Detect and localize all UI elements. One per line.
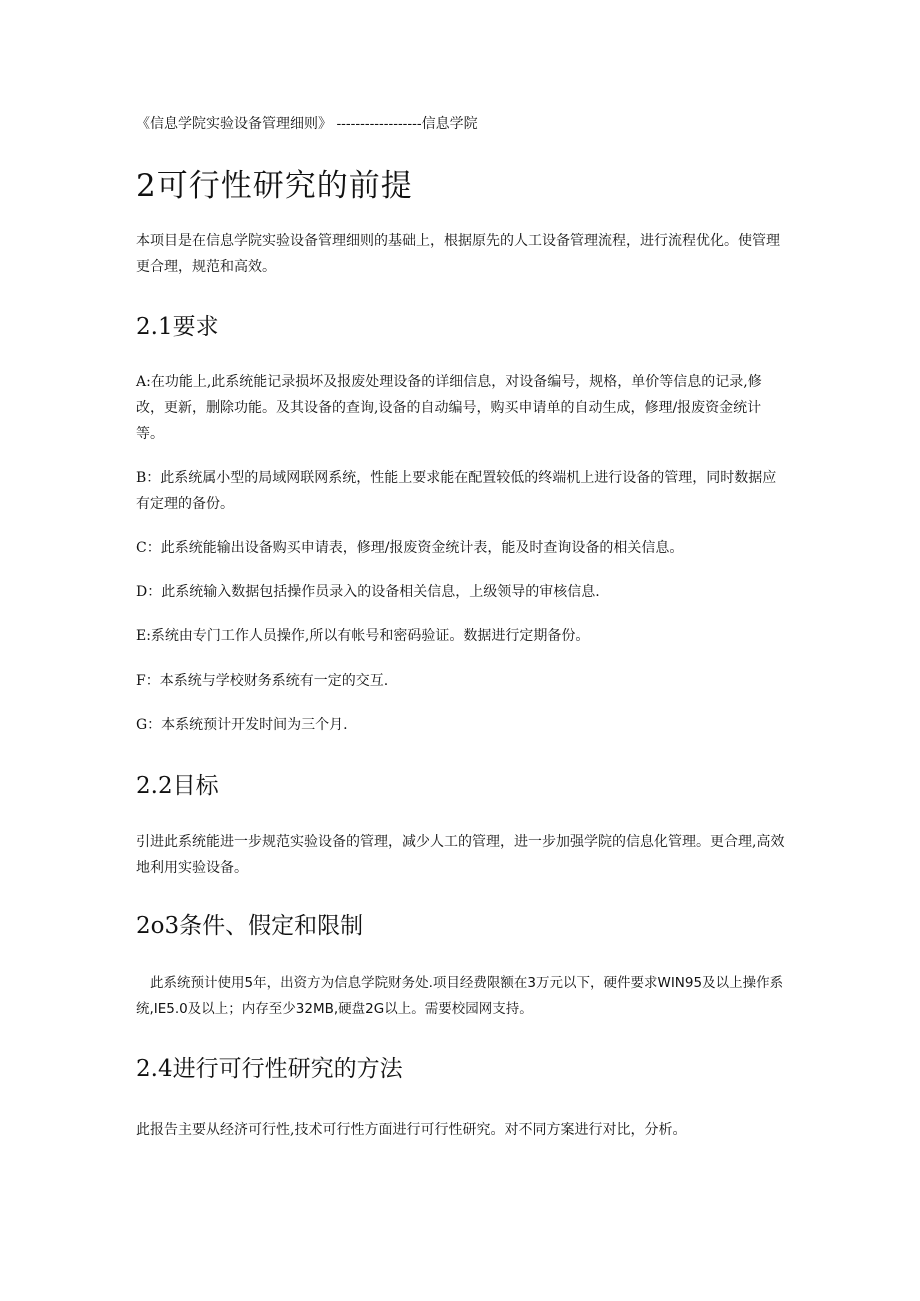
section-2-2-body: 引进此系统能进一步规范实验设备的管理，减少人工的管理，进一步加强学院的信息化管理。更合理,高效地利用实验设备。 xyxy=(136,834,785,876)
requirement-item-d: D：此系统输入数据包括操作员录入的设备相关信息，上级领导的审核信息. xyxy=(136,584,600,600)
requirement-item-c: C：此系统能输出设备购买申请表，修理/报废资金统计表，能及时查询设备的相关信息。 xyxy=(136,540,684,556)
requirement-item-a: A:在功能上,此系统能记录损坏及报废处理设备的详细信息，对设备编号，规格，单价等信息的记录,修改，更新，删除功能。及其设备的查询,设备的自动编号，购买申请单的自动生成，修理/报废资金统计等。 xyxy=(136,374,762,442)
section-2-4-title: 2.4进行可行性研究的方法 xyxy=(136,1056,403,1082)
section-2-title: 2可行性研究的前提 xyxy=(136,168,413,204)
requirement-item-f: F：本系统与学校财务系统有一定的交互. xyxy=(136,673,389,689)
section-2-1-title: 2.1要求 xyxy=(136,314,219,340)
section-2-3-title: 2o3条件、假定和限制 xyxy=(136,913,364,939)
requirement-item-g: G：本系统预计开发时间为三个月. xyxy=(136,717,348,733)
header-reference: 《信息学院实验设备管理细则》 ------------------信息学院 xyxy=(136,116,478,132)
section-2-4-body: 此报告主要从经济可行性,技术可行性方面进行可行性研究。对不同方案进行对比，分析。 xyxy=(136,1122,687,1138)
section-2-intro: 本项目是在信息学院实验设备管理细则的基础上，根据原先的人工设备管理流程，进行流程优化。使管理更合理，规范和高效。 xyxy=(136,233,780,275)
section-2-2-title: 2.2目标 xyxy=(136,773,219,799)
requirement-item-e: E:系统由专门工作人员操作,所以有帐号和密码验证。数据进行定期备份。 xyxy=(136,628,590,644)
requirement-item-b: B：此系统属小型的局域网联网系统，性能上要求能在配置较低的终端机上进行设备的管理，同时数据应有定理的备份。 xyxy=(136,470,777,512)
section-2-3-body: 此系统预计使用5年，出资方为信息学院财务处.项目经费限额在3万元以下，硬件要求WIN95及以上操作系统,IE5.0及以上；内存至少32MB,硬盘2G以上。需要校园网支持。 xyxy=(136,975,784,1017)
